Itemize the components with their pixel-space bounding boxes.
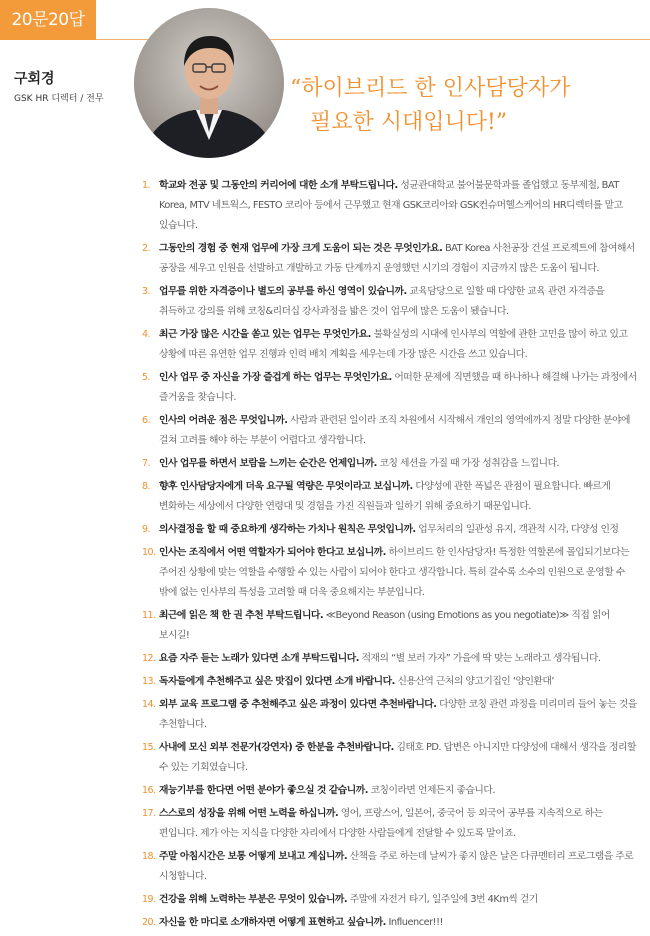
qa-item xyxy=(142,282,637,322)
person-name: 구회경 xyxy=(14,71,55,87)
qa-item xyxy=(142,913,637,933)
qa-answer: ≪Beyond Reason (using Emotions as you negotiate)≫ 직접 읽어 보시길! xyxy=(159,610,610,641)
qa-answer: 사람과 관련된 일이라 조직 차원에서 시작해서 개인의 영역에까지 정말 다양한 분야에 걸쳐 고려를 해야 하는 부분이 어렵다고 생각합니다. xyxy=(159,415,630,446)
qa-number: 19. xyxy=(142,894,156,905)
qa-item xyxy=(142,477,637,517)
qa-question: 그동안의 경험 중 현재 업무에 가장 크게 도움이 되는 것은 무엇인가요. xyxy=(159,243,443,254)
qa-answer: 주말에 자전거 타기, 일주일에 3번 4Km씩 걷기 xyxy=(349,894,538,905)
portrait-photo xyxy=(134,8,284,158)
qa-number: 18. xyxy=(142,851,156,862)
qa-number: 1. xyxy=(142,180,151,191)
qa-question: 건강을 위해 노력하는 부분은 무엇이 있습니까. xyxy=(159,894,348,905)
qa-question: 외부 교육 프로그램 중 추천해주고 싶은 과정이 있다면 추천바랍니다. xyxy=(159,699,437,710)
quote-line-2: 필요한 시대입니다!” xyxy=(310,110,508,135)
qa-item xyxy=(142,781,637,801)
qa-answer: 하이브리드 한 인사담당자! 특정한 역할론에 몰입되기보다는 주어진 상황에 맞는 역할을 수행할 수 있는 사람이 되어야 한다고 생각합니다. 특히 갈수록 소수의 인원으로 운영할 수 밖에 없는 인사부의 특성을 고려할 때 더욱 중요해지는 부분입니다. xyxy=(159,547,630,598)
qa-item xyxy=(142,543,637,603)
qa-answer: 다양성에 관한 폭넓은 관점이 필요합니다. 빠르게 변화하는 세상에서 다양한 연령대 및 경험을 가진 직원들과 일하기 위해 중요하기 때문입니다. xyxy=(159,481,611,512)
qa-answer: 다양한 코칭 관련 과정을 미리미리 들어 놓는 것을 추천합니다. xyxy=(159,699,637,730)
qa-question: 독자들에게 추천해주고 싶은 맛집이 있다면 소개 바랍니다. xyxy=(159,676,395,687)
qa-question: 요즘 자주 듣는 노래가 있다면 소개 부탁드립니다. xyxy=(159,653,359,664)
qa-number: 17. xyxy=(142,808,156,819)
series-badge: 20문20답 xyxy=(0,0,96,40)
qa-number: 8. xyxy=(142,481,151,492)
qa-item xyxy=(142,520,637,540)
qa-question: 인사 업무 중 자신을 가장 즐겁게 하는 업무는 무엇인가요. xyxy=(159,372,392,383)
qa-number: 7. xyxy=(142,458,151,469)
qa-item xyxy=(142,239,637,279)
portrait-illustration xyxy=(134,8,284,158)
qa-question: 사내에 모신 외부 전문가(강연자) 중 한분을 추천바랍니다. xyxy=(159,742,394,753)
qa-question: 인사는 조직에서 어떤 역할자가 되어야 한다고 보십니까. xyxy=(159,547,386,558)
qa-item xyxy=(142,411,637,451)
qa-question: 주말 아침시간은 보통 어떻게 보내고 계십니까. xyxy=(159,851,348,862)
qa-answer: 영어, 프랑스어, 일본어, 중국어 등 외국어 공부를 지속적으로 하는 편입니다. 제가 아는 지식을 다양한 자리에서 다양한 사람들에게 전달할 수 있도록 말이죠. xyxy=(159,808,603,839)
qa-number: 20. xyxy=(142,917,156,928)
qa-item xyxy=(142,454,637,474)
qa-number: 11. xyxy=(142,610,156,621)
qa-question: 학교와 전공 및 그동안의 커리어에 대한 소개 부탁드립니다. xyxy=(159,180,398,191)
qa-question: 자신을 한 마디로 소개하자면 어떻게 표현하고 싶습니까. xyxy=(159,917,386,928)
qa-item xyxy=(142,847,637,887)
qa-number: 4. xyxy=(142,329,151,340)
qa-item xyxy=(142,368,637,408)
quote-line-1: “하이브리드 한 인사담당자가 xyxy=(290,76,571,101)
qa-answer: 산책을 주로 하는데 날씨가 좋지 않은 날은 다큐멘터리 프로그램을 주로 시청합니다. xyxy=(159,851,634,882)
qa-number: 3. xyxy=(142,286,151,297)
qa-answer: BAT Korea 사천공장 건설 프로젝트에 참여해서 공장을 세우고 인원을 선발하고 개발하고 가동 단계까지 운영했던 시기의 경험이 지금까지 많은 도움이 됩니다. xyxy=(159,243,635,274)
qa-answer: 업무처리의 일관성 유지, 객관적 시각, 다양성 인정 xyxy=(418,524,619,535)
qa-item xyxy=(142,176,637,236)
qa-answer: 성균관대학교 불어불문학과를 졸업했고 동부제철, BAT Korea, MTV 네트웍스, FESTO 코리아 등에서 근무했고 현재 GSK코리아와 GSK컨슈머헬스케어의 HR디렉터를 맡고 있습니다. xyxy=(159,180,623,231)
qa-number: 2. xyxy=(142,243,151,254)
qa-answer: 신용산역 근처의 양고기집인 ‘양인환대’ xyxy=(397,676,554,687)
qa-number: 14. xyxy=(142,699,156,710)
qa-item xyxy=(142,672,637,692)
qa-question: 최근에 읽은 책 한 권 추천 부탁드립니다. xyxy=(159,610,324,621)
qa-question: 최근 가장 많은 시간을 쏟고 있는 업무는 무엇인가요. xyxy=(159,329,371,340)
qa-answer: 김태호 PD. 답변은 아니지만 다양성에 대해서 생각을 정리할 수 있는 기회였습니다. xyxy=(159,742,636,773)
headline-quote xyxy=(290,72,630,140)
qa-question: 인사의 어려운 점은 무엇입니까. xyxy=(159,415,288,426)
person-role: GSK HR 디렉터 / 전무 xyxy=(14,94,104,104)
qa-question: 향후 인사담당자에게 더욱 요구될 역량은 무엇이라고 보십니까. xyxy=(159,481,413,492)
qa-answer: Influencer!!! xyxy=(388,917,443,928)
qa-item xyxy=(142,804,637,844)
qa-answer: 코칭이라면 언제든지 좋습니다. xyxy=(370,785,495,796)
qa-number: 6. xyxy=(142,415,151,426)
qa-list xyxy=(142,176,637,936)
qa-number: 12. xyxy=(142,653,156,664)
qa-answer: 적재의 “별 보러 가자” 가을에 딱 맞는 노래라고 생각됩니다. xyxy=(361,653,601,664)
qa-item xyxy=(142,649,637,669)
qa-question: 인사 업무를 하면서 보람을 느끼는 순간은 언제입니까. xyxy=(159,458,377,469)
qa-number: 16. xyxy=(142,785,156,796)
qa-number: 5. xyxy=(142,372,151,383)
qa-item xyxy=(142,695,637,735)
qa-question: 재능기부를 한다면 어떤 분야가 좋으실 것 같습니까. xyxy=(159,785,368,796)
qa-answer: 교육담당으로 일할 때 다양한 교육 관련 자격증을 취득하고 강의를 위해 코칭&리더십 강사과정을 밟은 것이 업무에 많은 도움이 됐습니다. xyxy=(159,286,605,317)
qa-answer: 코칭 세션을 가질 때 가장 성취감을 느낍니다. xyxy=(379,458,560,469)
qa-question: 스스로의 성장을 위해 어떤 노력을 하십니까. xyxy=(159,808,339,819)
qa-item xyxy=(142,606,637,646)
qa-answer: 어떠한 문제에 직면했을 때 하나하나 해결해 나가는 과정에서 즐거움을 찾습니다. xyxy=(159,372,637,403)
qa-number: 15. xyxy=(142,742,156,753)
qa-answer: 불확실성의 시대에 인사부의 역할에 관한 고민을 많이 하고 있고 상황에 따른 유연한 업무 진행과 인력 배치 계획을 세우는데 가장 많은 시간을 쓰고 있습니다. xyxy=(159,329,628,360)
qa-item xyxy=(142,738,637,778)
qa-number: 9. xyxy=(142,524,151,535)
qa-question: 업무를 위한 자격증이나 별도의 공부를 하신 영역이 있습니까. xyxy=(159,286,407,297)
qa-number: 13. xyxy=(142,676,156,687)
qa-question: 의사결정을 할 때 중요하게 생각하는 가치나 원칙은 무엇입니까. xyxy=(159,524,416,535)
qa-item xyxy=(142,890,637,910)
qa-item xyxy=(142,325,637,365)
qa-number: 10. xyxy=(142,547,156,558)
